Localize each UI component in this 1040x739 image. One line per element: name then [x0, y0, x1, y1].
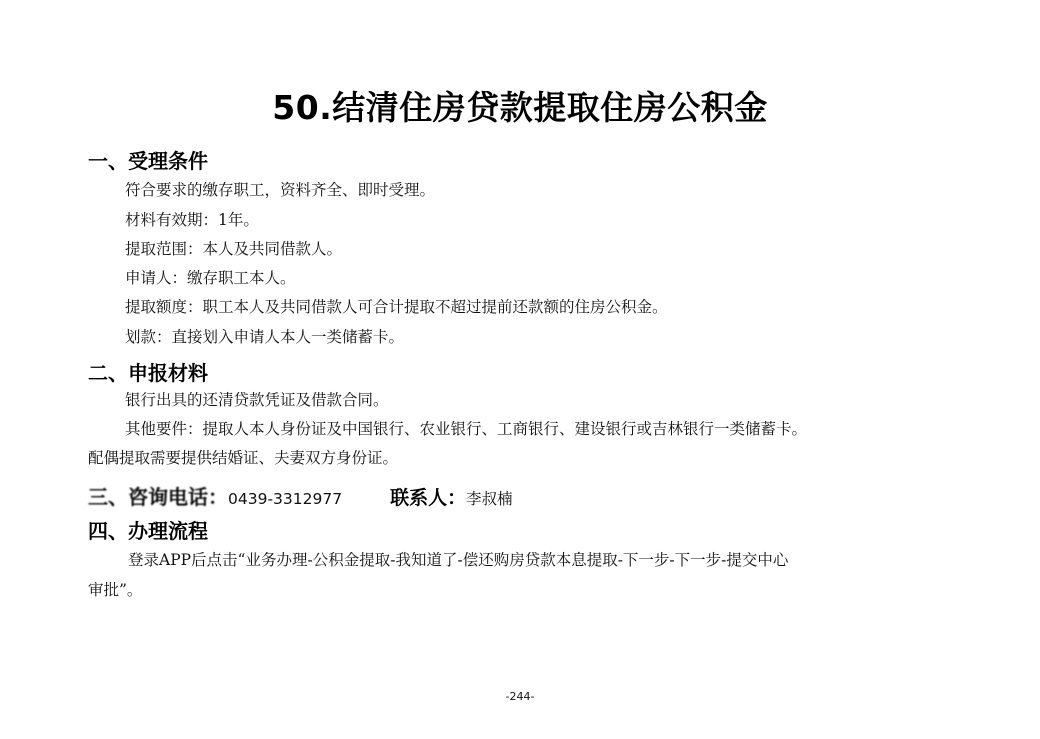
paragraph-line: 提取范围：本人及共同借款人。: [125, 240, 343, 258]
paragraph-line: 划款：直接划入申请人本人一类储蓄卡。: [125, 328, 405, 346]
section-heading-process: 四、办理流程: [88, 519, 208, 543]
paragraph-line: 登录APP后点击“业务办理-公积金提取-我知道了-偿还购房贷款本息提取-下一步-下一步-提交中心: [128, 551, 789, 569]
paragraph-line: 审批”。: [88, 581, 143, 599]
contact-name: 李叔楠: [466, 490, 513, 508]
paragraph-line: 其他要件：提取人本人身份证及中国银行、农业银行、工商银行、建设银行或吉林银行一类储蓄卡。: [125, 420, 808, 438]
phone-number: 0439-3312977: [228, 490, 343, 508]
paragraph-line: 材料有效期：1年。: [125, 211, 259, 229]
contact-label: 联系人：: [390, 487, 467, 509]
section-heading-materials: 二、申报材料: [88, 361, 208, 385]
contact-row: [88, 481, 513, 510]
paragraph-line: 银行出具的还清贷款凭证及借款合同。: [125, 391, 389, 409]
section-heading-phone: 三、咨询电话：: [88, 485, 228, 509]
document-title: 50.结清住房贷款提取住房公积金: [272, 88, 768, 127]
paragraph-line: 提取额度：职工本人及共同借款人可合计提取不超过提前还款额的住房公积金。: [125, 298, 668, 316]
paragraph-line: 符合要求的缴存职工，资料齐全、即时受理。: [125, 181, 436, 199]
paragraph-line: 申请人：缴存职工本人。: [125, 269, 296, 287]
paragraph-line: 配偶提取需要提供结婚证、夫妻双方身份证。: [88, 449, 399, 467]
section-heading-conditions: 一、受理条件: [88, 149, 208, 173]
page-number: -244-: [505, 690, 535, 703]
